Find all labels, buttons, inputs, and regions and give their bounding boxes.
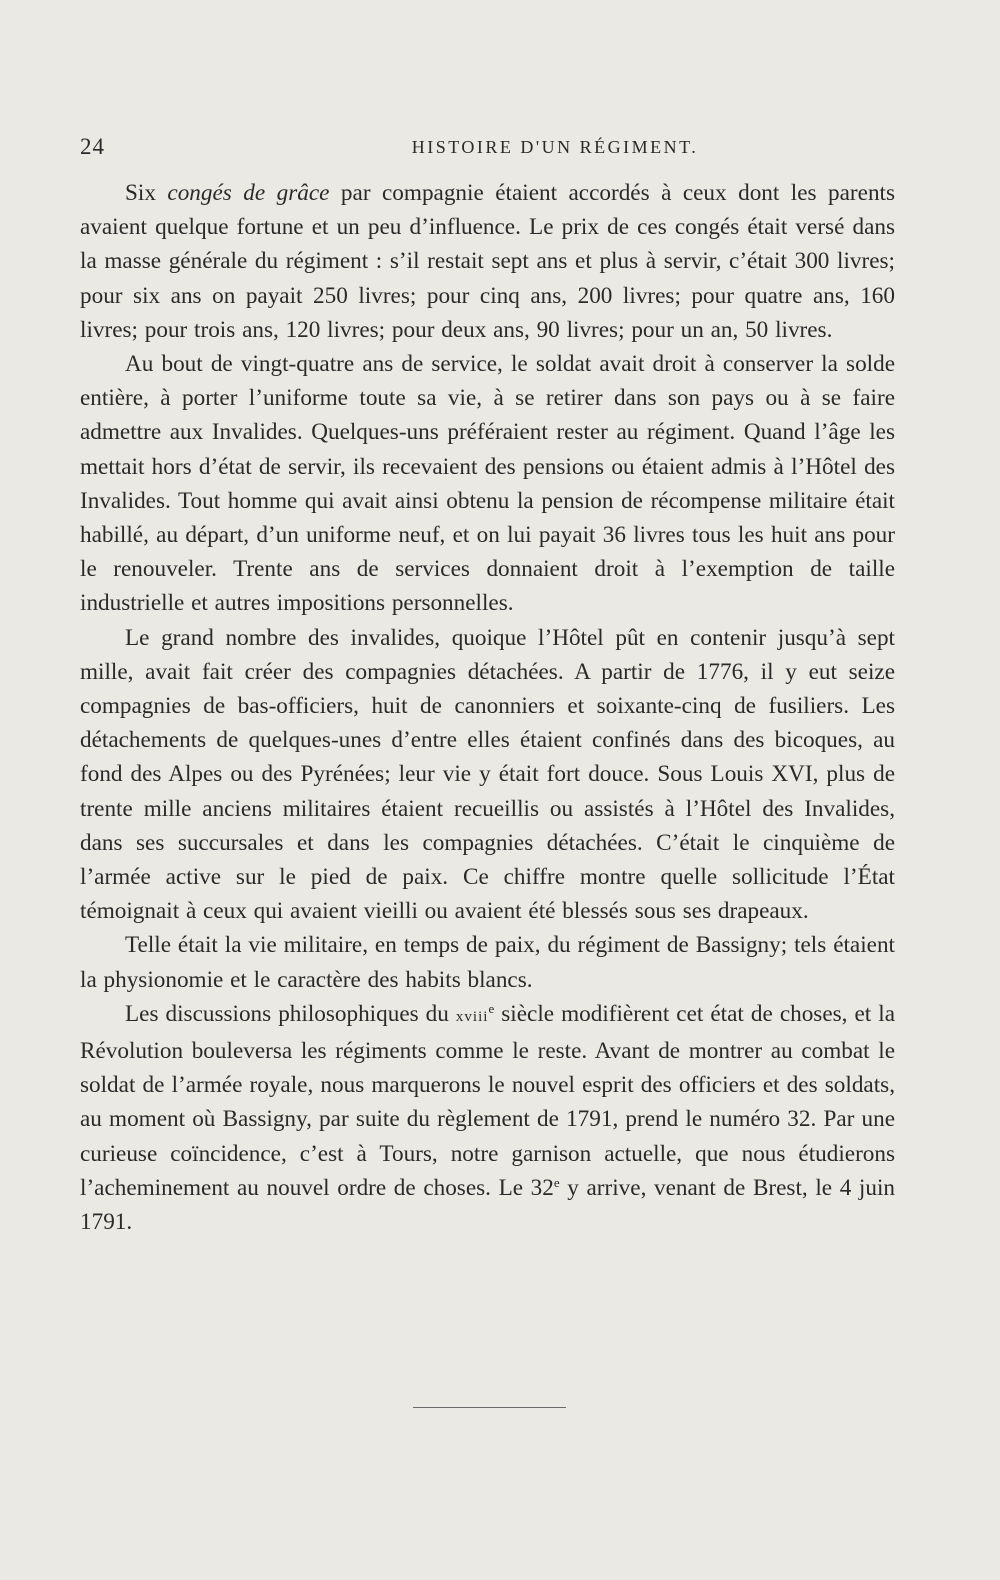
century-numeral: xviii bbox=[455, 1008, 489, 1025]
ordinal-superscript: e bbox=[553, 1174, 560, 1190]
italic-phrase: congés de grâce bbox=[167, 180, 330, 206]
paragraph-5 bbox=[80, 997, 895, 1239]
paragraph-4: Telle était la vie militaire, en temps de paix, du régiment de Bassigny; tels étaient la physionomie et le caractère des habits blancs. bbox=[80, 932, 895, 993]
body-text bbox=[80, 176, 895, 1239]
page-number: 24 bbox=[80, 134, 105, 159]
paragraph-5-tail: y arrive, venant de Brest, le 4 juin 1791. bbox=[80, 1174, 895, 1236]
paragraph-3: Le grand nombre des invalides, quoique l’Hôtel pût en contenir jusqu’à sept mille, avait fait créer des compagnies détachées. A partir de 1776, il y eut seize compagnies de bas-officiers, huit de canonniers et soixante-cinq de fusiliers. Les détachements de quelques-unes d’entre elles étaient confinés dans des bicoques, au fond des Alpes ou des Pyrénées; leur vie y était fort douce. Sous Louis XVI, plus de trente mille anciens militaires étaient recueillis ou assistés à l’Hôtel des Invalides, dans ses succursales et dans les compagnies détachées. C’était le cinquième de l’armée active sur le pied de paix. Ce chiffre montre quelle sollicitude l’État témoignait à ceux qui avaient vieilli ou avaient été blessés sous ses drapeaux. bbox=[80, 624, 895, 925]
paragraph-1-lead: Six bbox=[125, 180, 168, 206]
running-head bbox=[80, 134, 920, 164]
running-title: HISTOIRE D'UN RÉGIMENT. bbox=[411, 137, 699, 157]
paragraph-1 bbox=[80, 176, 895, 347]
paragraph-1-rest: par compagnie étaient accordés à ceux dont les parents avaient quelque fortune et un peu d’influence. Le prix de ces congés était versé dans la masse générale du régiment : s’il restait sept ans et plus à servir, c’était 300 livres; pour six ans on payait 250 livres; pour cinq ans, 200 livres; pour quatre ans, 160 livres; pour trois ans, 120 livres; pour deux ans, 90 livres; pour un an, 50 livres. bbox=[80, 180, 895, 343]
paragraph-5-mid: siècle modifièrent cet état de choses, et la Révolution bouleversa les régiments comme le reste. Avant de montrer au combat le soldat de l’armée royale, nous marquerons le nouvel esprit des officiers et des soldats, au moment où Bassigny, par suite du règlement de 1791, prend le numéro 32. Par une curieuse coïncidence, c’est à Tours, notre garnison actuelle, que nous étudierons l’acheminement au nouvel ordre de choses. Le 32 bbox=[80, 1000, 895, 1201]
end-rule bbox=[413, 1407, 566, 1408]
paragraph-5-lead: Les discussions philosophiques du bbox=[125, 1000, 456, 1027]
century-superscript: e bbox=[488, 1000, 495, 1016]
paragraph-2: Au bout de vingt-quatre ans de service, le soldat avait droit à conserver la solde entière, à porter l’uniforme toute sa vie, à se retirer dans son pays ou à se faire admettre aux Invalides. Quelques-uns préféraient rester au régiment. Quand l’âge les mettait hors d’état de servir, ils recevaient des pensions ou étaient admis à l’Hôtel des Invalides. Tout homme qui avait ainsi obtenu la pension de récompense militaire était habillé, au départ, d’un uniforme neuf, et on lui payait 36 livres tous les huit ans pour le renouveler. Trente ans de services donnaient droit à l’exemption de taille industrielle et autres impositions personnelles. bbox=[80, 351, 895, 617]
